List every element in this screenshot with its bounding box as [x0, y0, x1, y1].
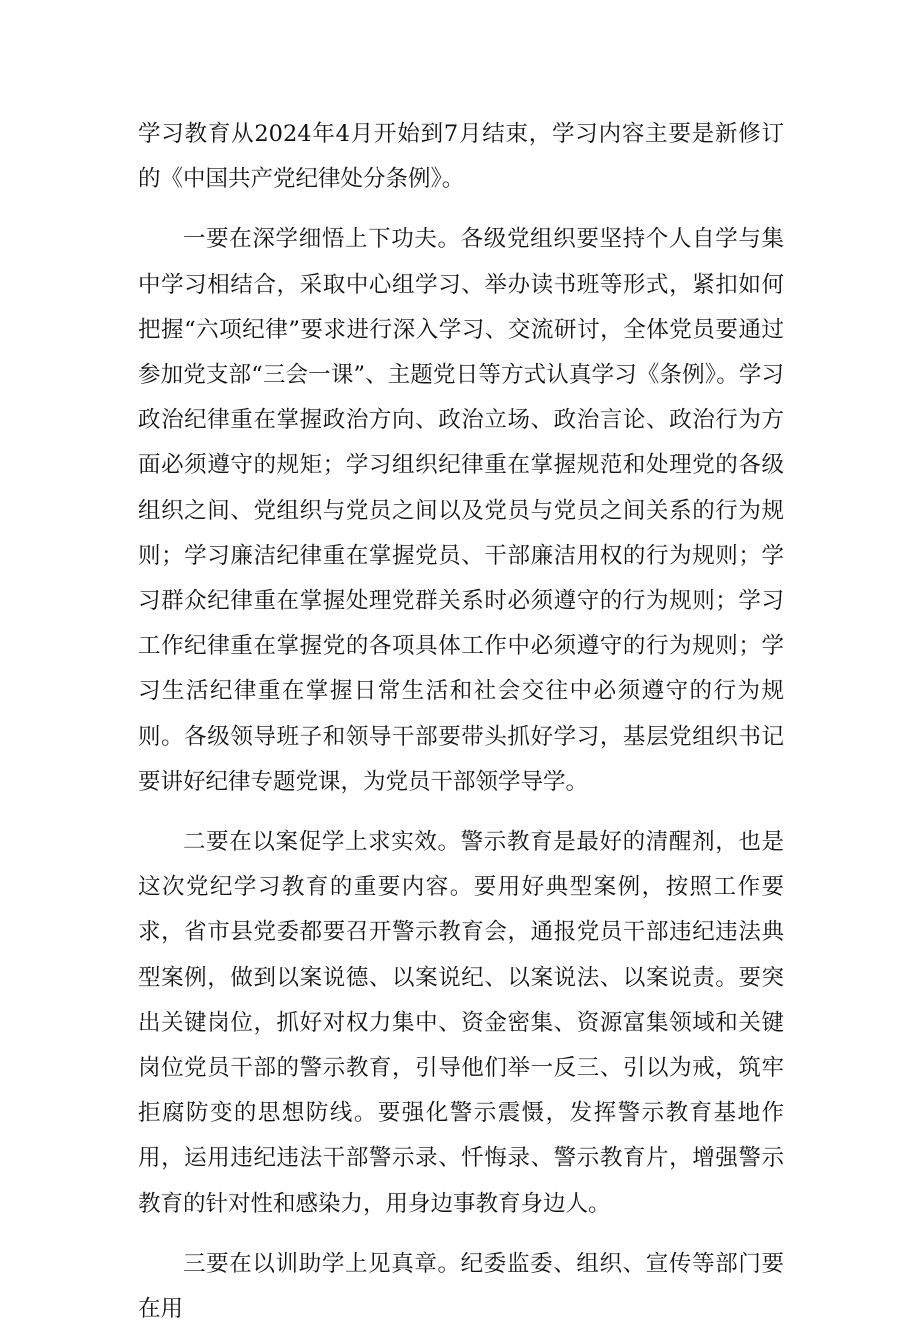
paragraph-point-2: 二要在以案促学上求实效。警示教育是最好的清醒剂，也是这次党纪学习教育的重要内容。要用好典型案例，按照工作要求，省市县党委都要召开警示教育会，通报党员干部违纪违法典型案例，做到以案说德、以案说纪、以案说法、以案说责。要突出关键岗位，抓好对权力集中、资金密集、资源富集领域和关键岗位党员干部的警示教育，引导他们举一反三、引以为戒，筑牢拒腐防变的思想防线。要强化警示震慑，发挥警示教育基地作用，运用违纪违法干部警示录、忏悔录、警示教育片，增强警示教育的针对性和感染力，用身边事教育身边人。	[138, 829, 784, 1217]
paragraph-point-1: 一要在深学细悟上下功夫。各级党组织要坚持个人自学与集中学习相结合，采取中心组学习、举办读书班等形式，紧扣如何把握“六项纪律”要求进行深入学习、交流研讨，全体党员要通过参加党支部“三会一课”、主题党日等方式认真学习《条例》。学习政治纪律重在掌握政治方向、政治立场、政治言论、政治行为方面必须遵守的规矩；学习组织纪律重在掌握规范和处理党的各级组织之间、党组织与党员之间以及党员与党员之间关系的行为规则；学习廉洁纪律重在掌握党员、干部廉洁用权的行为规则；学习群众纪律重在掌握处理党群关系时必须遵守的行为规则；学习工作纪律重在掌握党的各项具体工作中必须遵守的行为规则；学习生活纪律重在掌握日常生活和社会交往中必须遵守的行为规则。各级领导班子和领导干部要带头抓好学习，基层党组织书记要讲好纪律专题党课，为党员干部领学导学。	[138, 226, 784, 795]
paragraph-point-3: 三要在以训助学上见真章。纪委监委、组织、宣传等部门要在用	[138, 1250, 784, 1323]
paragraph-intro: 学习教育从2024年4月开始到7月结束，学习内容主要是新修订的《中国共产党纪律处分条例》。	[138, 121, 784, 193]
document-body	[138, 112, 784, 1332]
